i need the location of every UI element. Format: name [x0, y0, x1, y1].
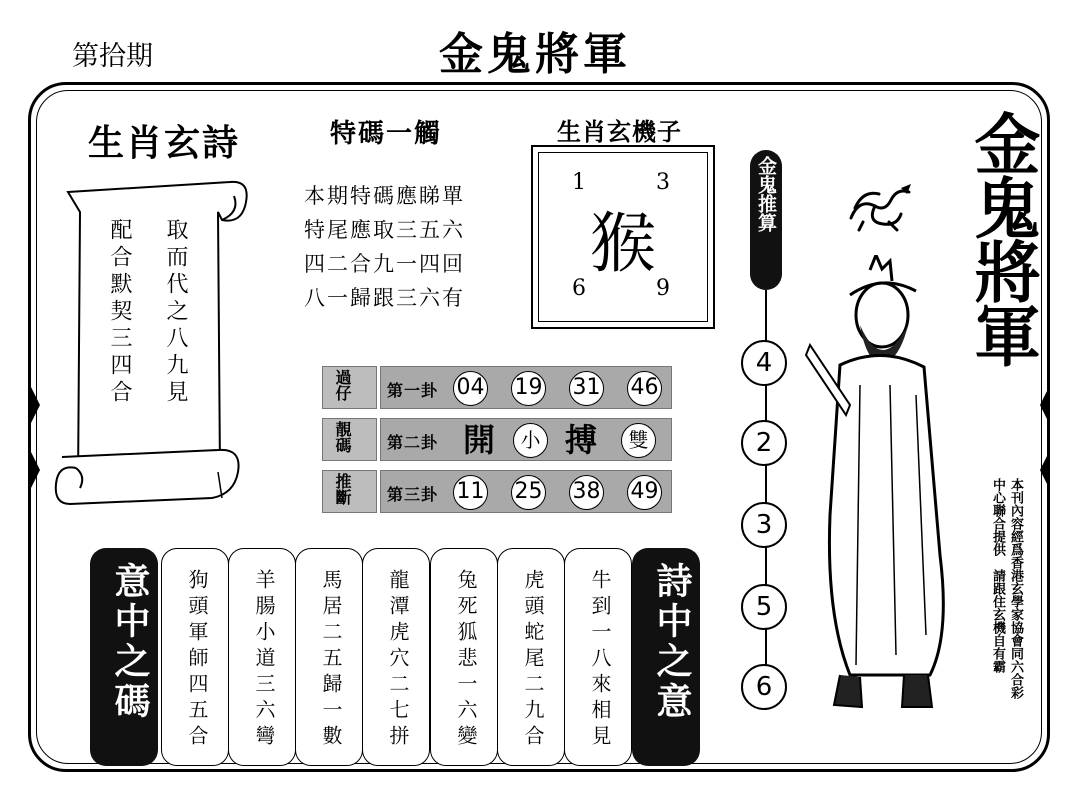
verse-text: 馬居二五歸一數 [319, 569, 343, 751]
scroll-icon [50, 172, 260, 512]
issue-number: 第拾期 [72, 41, 153, 72]
zodiac-corner-number: 6 [572, 276, 586, 301]
verse-card [564, 548, 632, 766]
verse-card [295, 548, 363, 766]
poem-line-2: 配合默契三四合 [107, 218, 132, 407]
row-label-text: 過仔 [333, 369, 352, 401]
verse-card [228, 548, 296, 766]
row-bar [380, 470, 672, 513]
bet-char: 開 [463, 421, 496, 459]
tema-line: 八一歸跟三六有 [304, 286, 465, 310]
row-bar [380, 418, 672, 461]
recommend-number: 5 [741, 584, 787, 630]
zodiac-corner-number: 3 [656, 170, 670, 195]
gua-label: 第二卦 [387, 433, 439, 452]
number-ball: 25 [511, 475, 546, 510]
recommend-number: 2 [741, 420, 787, 466]
tema-line: 四二合九一四回 [304, 252, 465, 276]
lottery-row [322, 470, 672, 513]
verse-card [161, 548, 229, 766]
row-label [322, 366, 377, 409]
lottery-row [322, 418, 672, 461]
bet-char: 搏 [565, 421, 598, 459]
recommend-number: 4 [741, 340, 787, 386]
poem-line-1: 取而代之八九見 [163, 218, 188, 407]
bet-char-ball: 小 [513, 423, 548, 458]
row-bar [380, 366, 672, 409]
tema-title: 特碼一觸 [330, 119, 443, 149]
zodiac-corner-number: 1 [572, 170, 586, 195]
number-ball: 31 [569, 371, 604, 406]
tema-line: 特尾應取三五六 [304, 218, 465, 242]
recommend-number: 3 [741, 502, 787, 548]
verse-text: 虎頭蛇尾二九合 [521, 569, 545, 751]
row-label [322, 418, 377, 461]
zodiac-riddle-title: 生肖玄機子 [557, 118, 682, 146]
publisher-note: 中心聯合提供 請跟住玄機自有霸 [990, 478, 1005, 673]
number-ball: 38 [569, 475, 604, 510]
ghost-general-figure-icon [800, 255, 960, 735]
number-ball: 04 [453, 371, 488, 406]
right-title-text: 詩中之意 [651, 562, 692, 722]
number-ball: 19 [511, 371, 546, 406]
card-right-title [632, 548, 700, 766]
verse-text: 兔死狐悲一六變 [454, 569, 478, 751]
zodiac-corner-number: 9 [656, 276, 670, 301]
number-ball: 49 [627, 475, 662, 510]
dragon-icon [845, 178, 915, 233]
scroll-panel [50, 172, 260, 512]
number-ball: 46 [627, 371, 662, 406]
verse-text: 羊腸小道三六彎 [252, 569, 276, 751]
lottery-row [322, 366, 672, 409]
verse-card [497, 548, 565, 766]
gua-label: 第三卦 [387, 485, 439, 504]
number-ball: 11 [453, 475, 488, 510]
recommend-number: 6 [741, 664, 787, 710]
verse-text: 牛到一八來相見 [588, 569, 612, 751]
recommend-title-pill [750, 150, 782, 290]
verse-card [362, 548, 430, 766]
zodiac-animal: 猴 [590, 205, 656, 282]
poem-title: 生肖玄詩 [88, 123, 241, 164]
publisher-note: 本刊內容經爲香港玄學家協會同六合彩 [1008, 478, 1023, 699]
recommend-title: 金鬼推算 [755, 156, 777, 232]
row-label-text: 推斷 [333, 473, 352, 505]
ghost-general-title: 金鬼將軍 [963, 110, 1041, 366]
gua-label: 第一卦 [387, 381, 439, 400]
row-label-text: 靚碼 [333, 421, 352, 453]
page-title: 金鬼將軍 [439, 29, 631, 80]
row-label [322, 470, 377, 513]
verse-card [430, 548, 498, 766]
tema-line: 本期特碼應睇單 [304, 184, 465, 208]
card-left-title [90, 548, 158, 766]
verse-text: 狗頭軍師四五合 [185, 569, 209, 751]
bet-char-ball: 雙 [621, 423, 656, 458]
left-title-text: 意中之碼 [109, 562, 150, 722]
verse-text: 龍潭虎穴二七拼 [386, 569, 410, 751]
